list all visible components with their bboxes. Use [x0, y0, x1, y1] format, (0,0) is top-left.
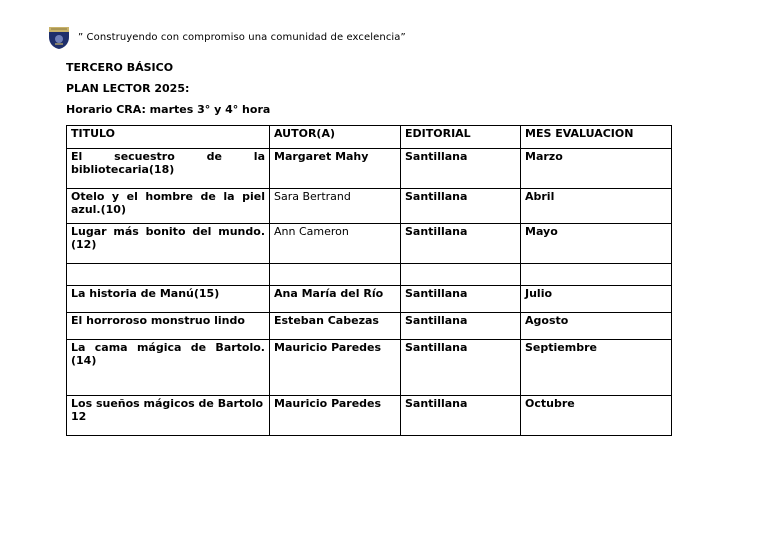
reading-plan-table: [66, 125, 672, 436]
book-author: Ana María del Río: [270, 286, 401, 313]
schedule-line: Horario CRA: martes 3° y 4° hora: [66, 103, 271, 116]
evaluation-month: Julio: [521, 286, 672, 313]
book-author: Ann Cameron: [270, 224, 401, 264]
book-title: La historia de Manú(15): [67, 286, 270, 313]
book-publisher: [401, 264, 521, 286]
table-row: [67, 340, 672, 396]
book-title: La cama mágica de Bartolo. (14): [67, 340, 270, 396]
table-row: [67, 149, 672, 189]
evaluation-month: [521, 264, 672, 286]
book-author: Mauricio Paredes: [270, 340, 401, 396]
header-publisher: EDITORIAL: [401, 126, 521, 149]
table-row: [67, 396, 672, 436]
header-title: TITULO: [67, 126, 270, 149]
plan-heading: PLAN LECTOR 2025:: [66, 82, 190, 95]
evaluation-month: Septiembre: [521, 340, 672, 396]
header-author: AUTOR(A): [270, 126, 401, 149]
book-publisher: Santillana: [401, 313, 521, 340]
table-row: [67, 224, 672, 264]
document-header: [47, 24, 406, 50]
table-header-row: [67, 126, 672, 149]
book-publisher: Santillana: [401, 189, 521, 224]
book-title: El secuestro de la bibliotecaria(18): [67, 149, 270, 189]
evaluation-month: Mayo: [521, 224, 672, 264]
book-title: Lugar más bonito del mundo. (12): [67, 224, 270, 264]
book-publisher: Santillana: [401, 286, 521, 313]
book-title: [67, 264, 270, 286]
book-publisher: Santillana: [401, 224, 521, 264]
school-crest-icon: [47, 24, 71, 50]
evaluation-month: Abril: [521, 189, 672, 224]
table-row: [67, 189, 672, 224]
book-author: Margaret Mahy: [270, 149, 401, 189]
header-month: MES EVALUACION: [521, 126, 672, 149]
table-row: [67, 264, 672, 286]
book-author: Sara Bertrand: [270, 189, 401, 224]
grade-heading: TERCERO BÁSICO: [66, 61, 174, 74]
book-title: Otelo y el hombre de la piel azul.(10): [67, 189, 270, 224]
book-publisher: Santillana: [401, 396, 521, 436]
table-row: [67, 313, 672, 340]
school-motto: ” Construyendo con compromiso una comunidad de excelencia”: [78, 31, 406, 43]
evaluation-month: Agosto: [521, 313, 672, 340]
evaluation-month: Octubre: [521, 396, 672, 436]
book-author: [270, 264, 401, 286]
book-title: El horroroso monstruo lindo: [67, 313, 270, 340]
book-publisher: Santillana: [401, 149, 521, 189]
book-author: Mauricio Paredes: [270, 396, 401, 436]
evaluation-month: Marzo: [521, 149, 672, 189]
book-publisher: Santillana: [401, 340, 521, 396]
book-title: Los sueños mágicos de Bartolo 12: [67, 396, 270, 436]
table-row: [67, 286, 672, 313]
book-author: Esteban Cabezas: [270, 313, 401, 340]
